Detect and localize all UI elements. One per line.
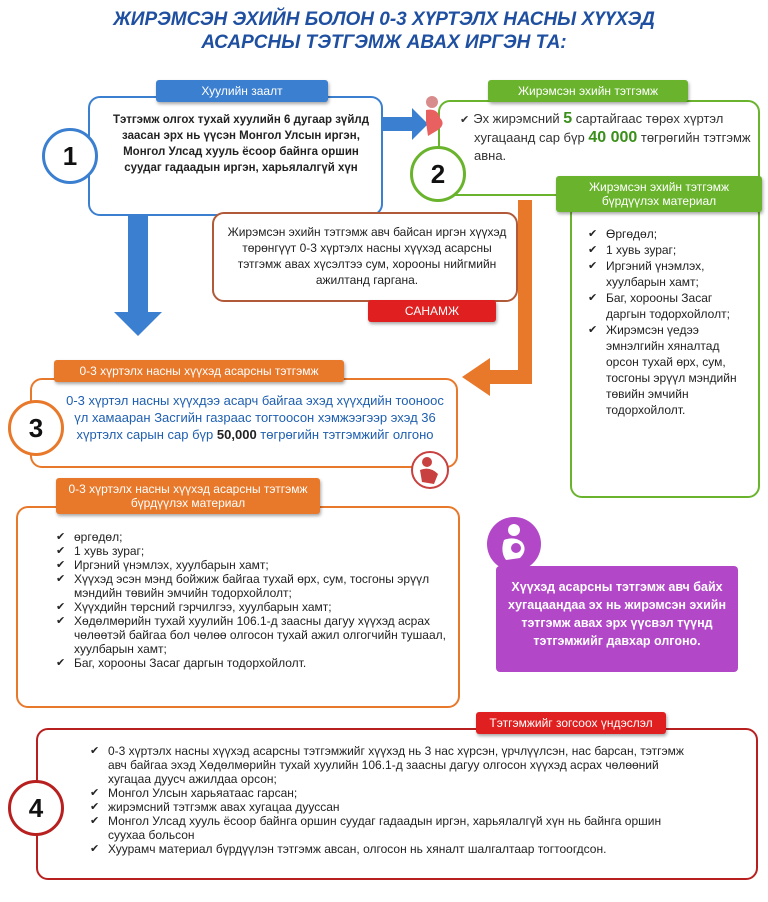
materials3-tag: 0-3 хүртэлх насны хүүхэд асарсны тэтгэмж бүрдүүлэх материал xyxy=(56,478,320,514)
title-line-1: ЖИРЭМСЭН ЭХИЙН БОЛОН 0-3 ХҮРТЭЛХ НАСНЫ ХҮҮХЭД xyxy=(113,9,655,30)
note-text: Жирэмсэн эхийн тэтгэмж авч байсан иргэн хүүхэд төрөнгүүт 0-3 хүртэлх насны хүүхэд асарсны тэтгэмж авах хүсэлтээ сум, хорооны нийгмийн ажилтанд гаргана. xyxy=(227,225,507,287)
blue-down-arrow xyxy=(114,210,162,336)
step3-text: 0-3 хүртэл насны хүүхдээ асарч байгаа эхэд хүүхдийн тооноос үл хамааран Засгийн газраас тогтоосон хэмжээгээр эхэд 36 хүртэлх сарын сар бүр 50,000 төгрөгийн тэтгэмжийг олгоно xyxy=(66,393,444,442)
list-item: ✔ өргөдөл; xyxy=(56,530,452,544)
step2-months: 5 xyxy=(563,110,573,127)
step1-number: 1 xyxy=(42,128,98,184)
step3-number: 3 xyxy=(8,400,64,456)
list-item: ✔ Хүүхэд эсэн мэнд бойжиж байгаа тухай өрх, сум, тосгоны эрүүл мэндийн төвийн эмчийн тодорхойлолт; xyxy=(56,572,452,600)
step3-tag: 0-3 хүртэлх насны хүүхэд асарсны тэтгэмж xyxy=(54,360,344,382)
step3-amount: 50,000 xyxy=(216,427,257,442)
breastfeeding-icon xyxy=(486,516,542,572)
purple-note: Хүүхэд асарсны тэтгэмж авч байх хугацаандаа эх нь жирэмсэн эхийн тэтгэмж авах эрх үүсвэл түүнд тэтгэмжийг давхар олгоно. xyxy=(496,566,738,672)
materials3-list xyxy=(56,530,452,670)
step4-list xyxy=(90,744,690,856)
title-line-2: АСАРСНЫ ТЭТГЭМЖ АВАХ ИРГЭН ТА: xyxy=(201,32,567,53)
step1-tag: Хуулийн заалт xyxy=(156,80,328,102)
list-item: ✔ Баг, хорооны Засаг даргын тодорхойлолт; xyxy=(588,290,752,322)
list-item: ✔ Иргэний үнэмлэх, хуулбарын хамт; xyxy=(588,258,752,290)
step2-tag: Жирэмсэн эхийн тэтгэмж xyxy=(488,80,688,102)
step2-number: 2 xyxy=(410,146,466,202)
note-tag: САНАМЖ xyxy=(368,300,496,322)
list-item: ✔ Монгол Улсад хууль ёсоор байнга оршин суудаг гадаадын иргэн, харьялалгүй хүн нь байнга оршин суухаа больсон xyxy=(90,814,690,842)
list-item: ✔ Монгол Улсын харьяатаас гарсан; xyxy=(90,786,690,800)
list-item: ✔ Жирэмсэн үедээ эмнэлгийн хяналтад орсон тухай өрх, сум, тосгоны эрүүл мэндийн төвийн эмчийн тодорхойлолт. xyxy=(588,322,752,418)
list-item: ✔ Хөдөлмөрийн тухай хуулийн 106.1-д заасны дагуу хүүхэд асрах чөлөөтэй байгаа бол чөлөө олгосон тухай ажил олгогчийн тушаал, хуулбарын хамт; xyxy=(56,614,452,656)
list-item: ✔ жирэмсний тэтгэмж авах хугацаа дууссан xyxy=(90,800,690,814)
step2-check-icon: ✔ xyxy=(460,114,470,126)
step4-number: 4 xyxy=(8,780,64,836)
list-item: ✔ Хуурамч материал бүрдүүлэн тэтгэмж авсан, олгосон нь хяналт шалгалтаар тогтоогдсон. xyxy=(90,842,690,856)
step1-text: Тэтгэмж олгох тухай хуулийн 6 дугаар зүйлд заасан эрх нь үүсэн Монгол Улсын иргэн, Монгол Улсад хууль ёсоор байнга оршин суудаг гадаадын иргэн, харьялалгүй хүн xyxy=(113,114,369,174)
list-item: ✔ Хүүхдийн төрсний гэрчилгээ, хуулбарын хамт; xyxy=(56,600,452,614)
list-item: ✔ 1 хувь зураг; xyxy=(588,242,752,258)
materials2-tag: Жирэмсэн эхийн тэтгэмж бүрдүүлэх материал xyxy=(556,176,762,212)
step2-amount: 40 000 xyxy=(588,129,638,146)
materials2-list xyxy=(588,226,752,418)
list-item: ✔ Өргөдөл; xyxy=(588,226,752,242)
mother-baby-icon xyxy=(410,450,450,494)
list-item: ✔ 0-3 хүртэлх насны хүүхэд асарсны тэтгэмжийг хүүхэд нь 3 нас хүрсэн, үрчлүүлсэн, нас барсан, тэтгэмж авч байгаа эхэд Хөдөлмөрийн тухай хуулийн 106.1-д заасны дагуу олгосон хүүхэд асрах чөлөөний хугацаа дуусч ажилдаа орсон; xyxy=(90,744,690,786)
list-item: ✔ Баг, хорооны Засаг даргын тодорхойлолт. xyxy=(56,656,452,670)
step2-text: ✔ Эх жирэмсний 5 сартайгаас төрөх хүртэл хугацаанд сар бүр 40 000 төгрөгийн тэтгэмж авна. xyxy=(460,110,751,163)
list-item: ✔ Иргэний үнэмлэх, хуулбарын хамт; xyxy=(56,558,452,572)
pregnant-woman-icon xyxy=(418,94,452,138)
step4-tag: Тэтгэмжийг зогсоох үндэслэл xyxy=(476,712,666,734)
list-item: ✔ 1 хувь зураг; xyxy=(56,544,452,558)
